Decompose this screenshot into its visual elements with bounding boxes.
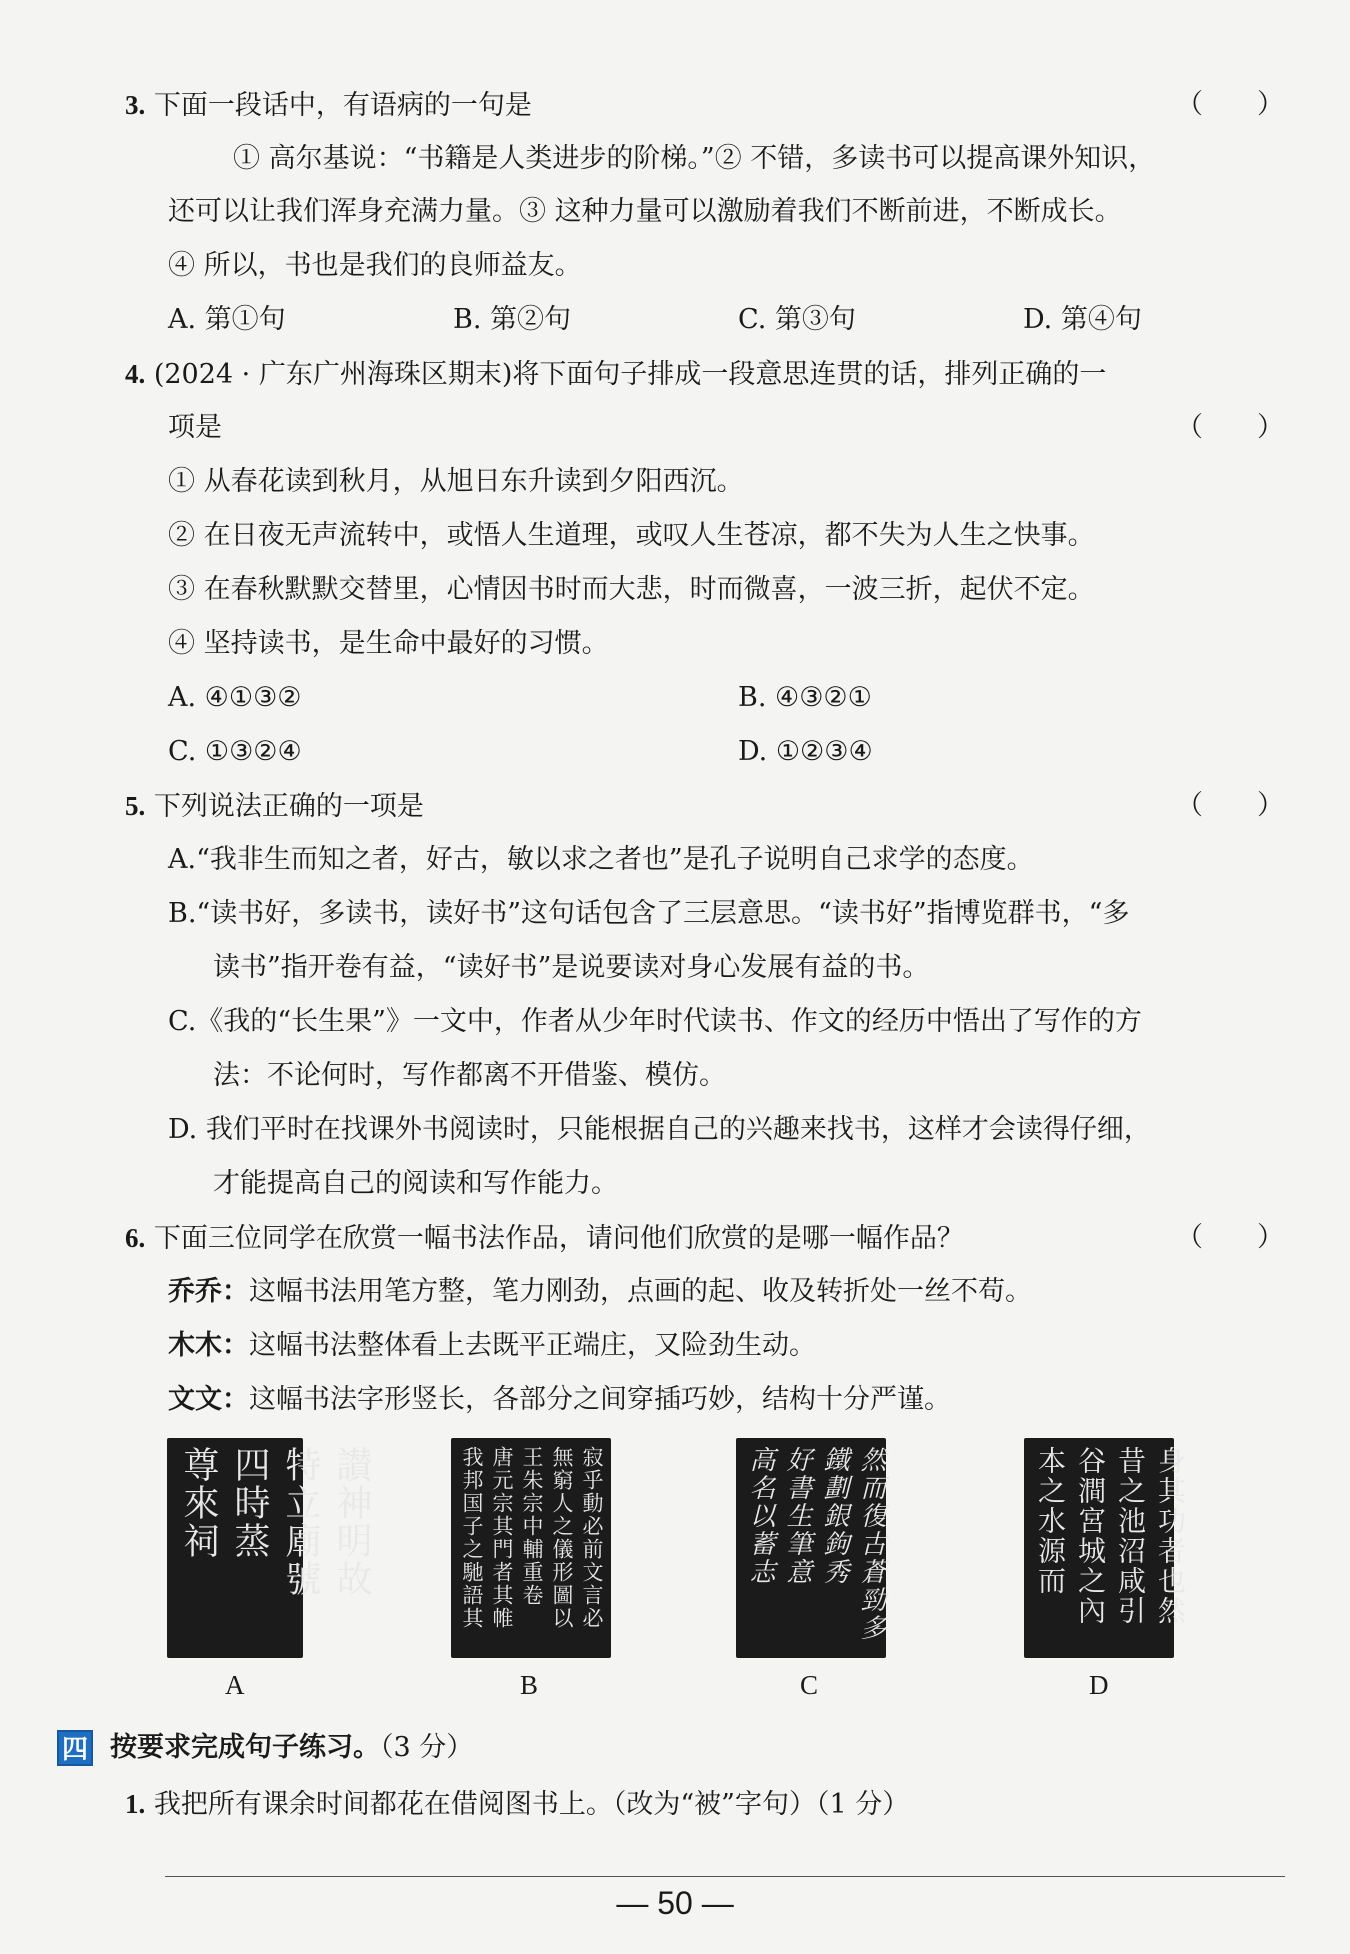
q4-stem (125, 354, 1106, 395)
comment-text: 这幅书法整体看上去既平正端庄，又险劲生动。 (249, 1330, 816, 1361)
calligraphy-column: 讃神明故 (331, 1446, 372, 1598)
calligraphy-column: 身其功者也然 (1154, 1446, 1187, 1626)
calligraphy-image-a[interactable] (167, 1438, 372, 1658)
q5-option-b-continued: 读书”指开卷有益，“读好书”是说要读对身心发展有益的书。 (213, 952, 930, 983)
q6-answer-paren[interactable]: （ ） (1176, 1222, 1284, 1253)
q5-option-d: D. 我们平时在找课外书阅读时，只能根据自己的兴趣来找书，这样才会读得仔细， (168, 1114, 1151, 1145)
q3-stem-text: 下面一段话中，有语病的一句是 (153, 90, 532, 121)
q6-comment (168, 1380, 951, 1420)
calligraphy-column: 谷澗宮城之內 (1074, 1446, 1107, 1626)
s4-q1 (125, 1784, 909, 1825)
q4-number: 4. (125, 359, 146, 389)
calligraphy-image-b[interactable] (451, 1438, 611, 1658)
q4-sentence: ② 在日夜无声流转中，或悟人生道理，或叹人生苍凉，都不失为人生之快事。 (168, 520, 1095, 551)
section-title-text: 按要求完成句子练习。 (110, 1732, 380, 1763)
calligraphy-label-c: C (800, 1670, 819, 1700)
q3-passage-line: ① 高尔基说：“书籍是人类进步的阶梯。”② 不错，多读书可以提高课外知识， (233, 143, 1156, 174)
calligraphy-column: 特立廟號 (280, 1446, 321, 1598)
q4-option-b: B. ④③②① (738, 682, 872, 713)
q3-passage-line: ④ 所以，书也是我们的良师益友。 (168, 250, 582, 281)
q4-answer-paren[interactable]: （ ） (1176, 412, 1284, 443)
q3-option-c: C. 第③句 (738, 304, 856, 335)
calligraphy-label-d: D (1089, 1670, 1109, 1700)
q5-option-a: A.“我非生而知之者，好古，敏以求之者也”是孔子说明自己求学的态度。 (168, 844, 1034, 875)
calligraphy-column: 寂乎動必前文言必 (580, 1446, 604, 1630)
q5-stem-text: 下列说法正确的一项是 (153, 791, 424, 822)
q3-stem (125, 85, 532, 126)
q3-option-d: D. 第④句 (1023, 304, 1142, 335)
q6-stem-text: 下面三位同学在欣赏一幅书法作品，请问他们欣赏的是哪一幅作品？ (153, 1223, 964, 1254)
q4-option-a: A. ④①③② (168, 682, 302, 713)
q4-sentence: ③ 在春秋默默交替里，心情因书时而大悲，时而微喜，一波三折，起伏不定。 (168, 574, 1095, 605)
speaker-name: 乔乔： (168, 1276, 249, 1307)
calligraphy-label-a: A (225, 1670, 245, 1700)
page-number: — 50 — (616, 1885, 734, 1921)
calligraphy-column: 王朱宗中輔重卷 (520, 1446, 544, 1607)
calligraphy-column: 本之水源而 (1034, 1446, 1067, 1596)
calligraphy-column: 然而復古蒼勁多 (856, 1446, 886, 1642)
q6-stem (125, 1218, 964, 1259)
calligraphy-column: 四時蒸 (229, 1446, 270, 1560)
s4-q1-text: 我把所有课余时间都花在借阅图书上。（改为“被”字句）（1 分） (153, 1789, 910, 1820)
section-number-badge: 四 (57, 1730, 93, 1766)
q5-option-c-continued: 法：不论何时，写作都离不开借鉴、模仿。 (213, 1060, 726, 1091)
calligraphy-column: 高名以蓄志 (745, 1446, 775, 1586)
comment-text: 这幅书法用笔方整，笔力刚劲，点画的起、收及转折处一丝不苟。 (249, 1276, 1032, 1307)
q5-option-d-continued: 才能提高自己的阅读和写作能力。 (213, 1168, 618, 1199)
speaker-name: 木木： (168, 1330, 249, 1361)
q6-comment (168, 1272, 1032, 1312)
section-points: （3 分） (380, 1732, 474, 1763)
q4-option-c: C. ①③②④ (168, 736, 302, 767)
q6-comment (168, 1326, 816, 1366)
calligraphy-column: 尊來祠 (178, 1446, 219, 1560)
q5-number: 5. (125, 791, 146, 821)
q4-stem-text: (2024 · 广东广州海珠区期末)将下面句子排成一段意思连贯的话，排列正确的一 (153, 359, 1107, 390)
q3-passage-line: 还可以让我们浑身充满力量。③ 这种力量可以激励着我们不断前进，不断成长。 (168, 196, 1122, 227)
comment-text: 这幅书法字形竖长，各部分之间穿插巧妙，结构十分严谨。 (249, 1384, 951, 1415)
calligraphy-image-d[interactable] (1024, 1438, 1187, 1658)
calligraphy-column: 昔之池沼咸引 (1114, 1446, 1147, 1626)
calligraphy-column: 好書生筆意 (782, 1446, 812, 1586)
q3-answer-paren[interactable]: （ ） (1176, 89, 1284, 120)
q4-stem-continued: 项是 (168, 412, 222, 443)
calligraphy-image-c[interactable] (736, 1438, 886, 1658)
q3-option-a: A. 第①句 (168, 304, 286, 335)
q3-option-b: B. 第②句 (453, 304, 572, 335)
q5-stem (125, 786, 424, 827)
section-title (110, 1728, 473, 1768)
q5-option-c: C.《我的“长生果”》一文中，作者从少年时代读书、作文的经历中悟出了写作的方 (168, 1006, 1142, 1037)
speaker-name: 文文： (168, 1384, 249, 1415)
calligraphy-column: 無窮人之儀形圖以 (550, 1446, 574, 1630)
calligraphy-column: 鐵劃銀鉤秀 (819, 1446, 849, 1586)
calligraphy-column: 我邦国子之馳語其 (460, 1446, 484, 1630)
q4-option-d: D. ①②③④ (738, 736, 873, 767)
s4-q1-number: 1. (125, 1789, 146, 1819)
q3-number: 3. (125, 90, 146, 120)
q4-sentence: ④ 坚持读书，是生命中最好的习惯。 (168, 628, 609, 659)
q4-sentence: ① 从春花读到秋月，从旭日东升读到夕阳西沉。 (168, 466, 744, 497)
calligraphy-column: 唐元宗其門者其帷 (490, 1446, 514, 1630)
q6-number: 6. (125, 1223, 146, 1253)
q5-answer-paren[interactable]: （ ） (1176, 790, 1284, 821)
footer-divider (165, 1876, 1285, 1877)
q5-option-b: B.“读书好，多读书，读好书”这句话包含了三层意思。“读书好”指博览群书，“多 (168, 898, 1130, 929)
calligraphy-label-b: B (520, 1670, 539, 1700)
